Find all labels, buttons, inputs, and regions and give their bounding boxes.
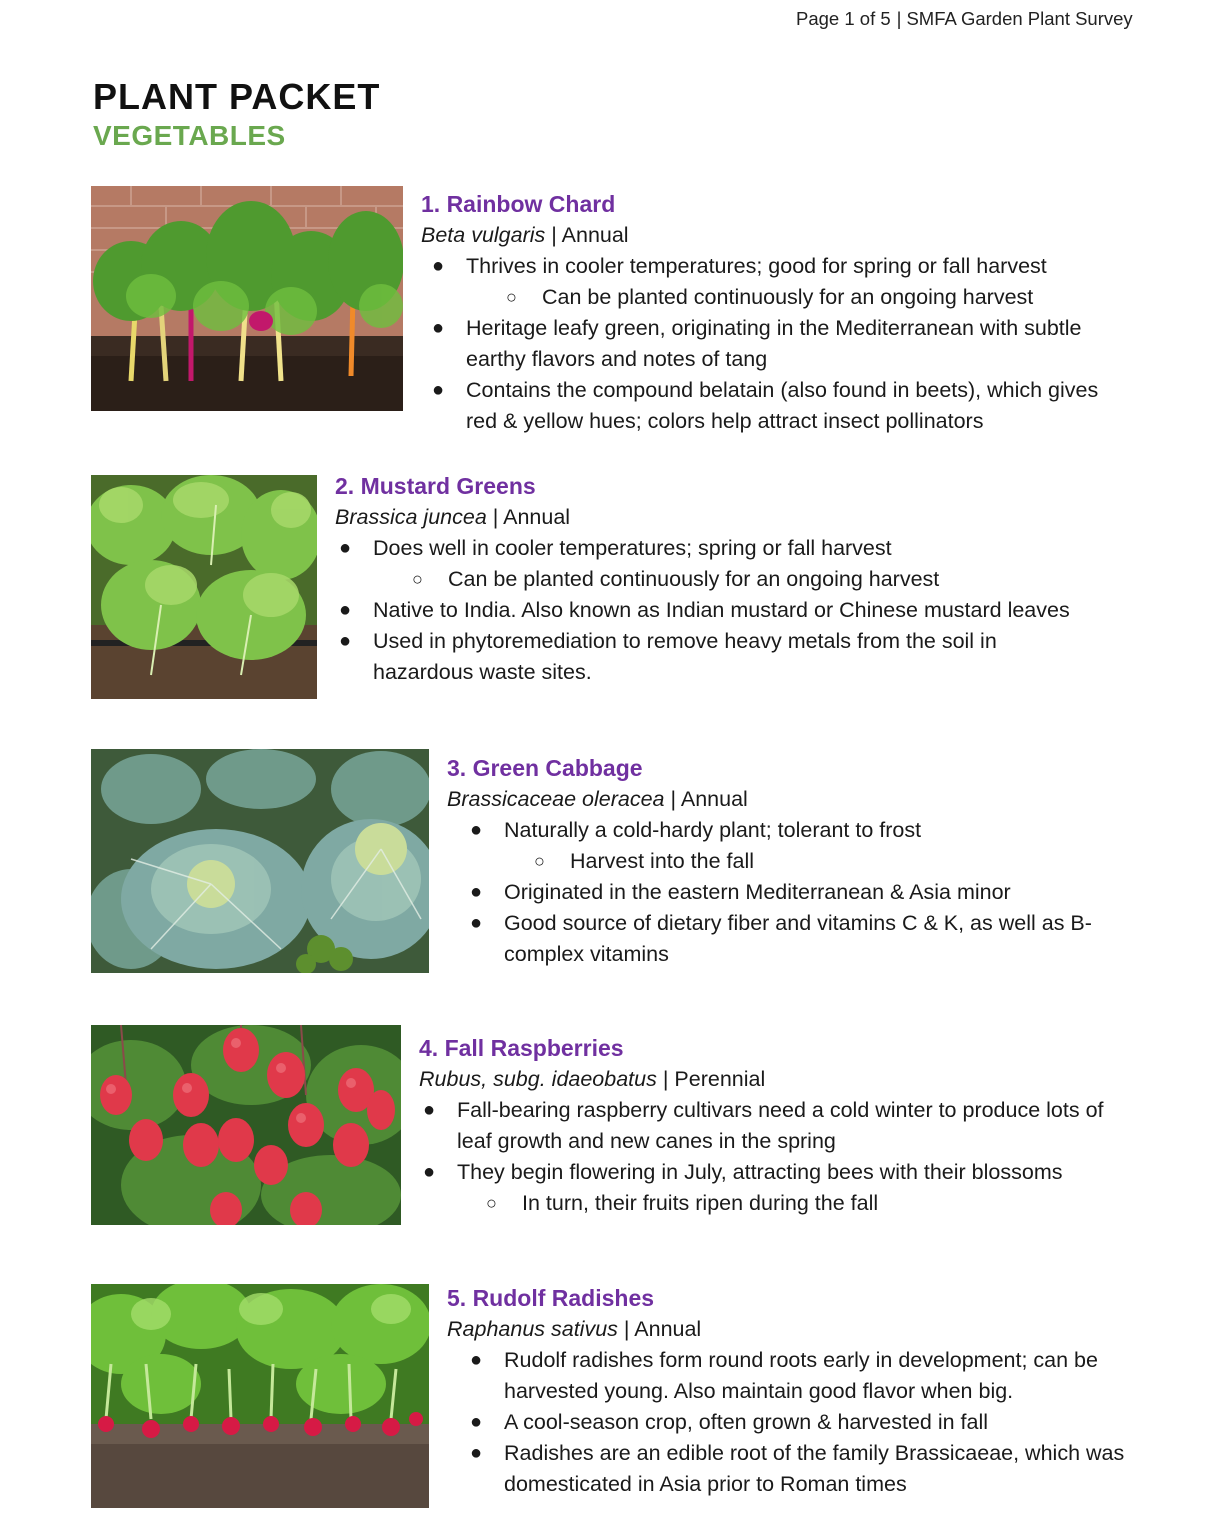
circle-bullet-icon: ○ <box>506 287 517 307</box>
survey-title: SMFA Garden Plant Survey <box>906 8 1133 29</box>
scientific-name: Raphanus sativus <box>447 1317 618 1341</box>
bullet-icon: ● <box>470 1411 483 1433</box>
bullet-icon: ● <box>423 1161 436 1183</box>
page-title: PLANT PACKET <box>93 76 381 117</box>
plant-lifecycle: | Annual <box>486 505 571 529</box>
bullet-icon: ● <box>339 537 352 559</box>
fact-item: ● Heritage leafy green, originating in the Mediterranean with subtle earthy flavors and notes of tang <box>466 313 1126 375</box>
fact-item: ● Does well in cooler temperatures; spring or fall harvest <box>373 533 1163 564</box>
green-cabbage-photo <box>91 749 429 973</box>
fact-item: ● Used in phytoremediation to remove heavy metals from the soil in hazardous waste sites. <box>373 626 1093 688</box>
page-subtitle: VEGETABLES <box>93 120 286 151</box>
header-divider: | <box>896 8 902 29</box>
circle-bullet-icon: ○ <box>486 1193 497 1213</box>
plant-name: 2. Mustard Greens <box>335 473 536 499</box>
sub-fact-item: ○ In turn, their fruits ripen during the fall <box>522 1188 1157 1219</box>
fact-item: ● Native to India. Also known as Indian mustard or Chinese mustard leaves <box>373 595 1163 626</box>
page-header <box>796 8 1133 30</box>
sub-fact-item: ○ Can be planted continuously for an ongoing harvest <box>542 282 1126 313</box>
scientific-name: Rubus, subg. idaeobatus <box>419 1067 657 1091</box>
bullet-icon: ● <box>470 881 483 903</box>
plant-name: 4. Fall Raspberries <box>419 1035 624 1061</box>
bullet-icon: ● <box>470 912 483 934</box>
scientific-name-line <box>419 1064 1149 1095</box>
rudolf-radishes-text <box>447 1283 1147 1500</box>
fact-list <box>470 815 1144 970</box>
bullet-icon: ● <box>432 317 445 339</box>
rainbow-chard-text <box>421 189 1141 437</box>
plant-name: 5. Rudolf Radishes <box>447 1285 655 1311</box>
bullet-icon: ● <box>339 599 352 621</box>
green-cabbage-text <box>447 753 1147 970</box>
sub-fact-item: ○ Harvest into the fall <box>570 846 1144 877</box>
circle-bullet-icon: ○ <box>412 569 423 589</box>
fact-item: ● Contains the compound belatain (also found in beets), which gives red & yellow hues; colors help attract insect pollinators <box>466 375 1126 437</box>
fact-item: ● Originated in the eastern Mediterranean & Asia minor <box>504 877 1144 908</box>
bullet-icon: ● <box>470 1442 483 1464</box>
scientific-name: Brassica juncea <box>335 505 487 529</box>
plant-lifecycle: | Annual <box>664 787 748 811</box>
fact-list <box>423 1095 1157 1219</box>
rudolf-radishes-photo <box>91 1284 429 1508</box>
scientific-name-line <box>447 784 1147 815</box>
fact-list <box>470 1345 1140 1500</box>
fact-item: ● A cool-season crop, often grown & harvested in fall <box>504 1407 1140 1438</box>
page-number: Page 1 of 5 <box>796 8 891 29</box>
fact-item: ● Radishes are an edible root of the family Brassicaeae, which was domesticated in Asia prior to Roman times <box>504 1438 1140 1500</box>
sub-fact-item: ○ Can be planted continuously for an ongoing harvest <box>448 564 1163 595</box>
scientific-name: Beta vulgaris <box>421 223 546 247</box>
rainbow-chard-photo <box>91 186 403 411</box>
plant-lifecycle: | Annual <box>617 1317 702 1341</box>
fact-list <box>432 251 1126 437</box>
bullet-icon: ● <box>432 379 445 401</box>
scientific-name-line <box>335 502 1155 533</box>
fact-list <box>339 533 1163 688</box>
plant-name: 1. Rainbow Chard <box>421 191 616 217</box>
scientific-name-line <box>447 1314 1147 1345</box>
bullet-icon: ● <box>470 819 483 841</box>
scientific-name-line <box>421 220 1141 251</box>
fact-item: ● Naturally a cold-hardy plant; tolerant to frost <box>504 815 1144 846</box>
plant-lifecycle: | Annual <box>545 223 629 247</box>
fall-raspberries-photo <box>91 1025 401 1225</box>
fact-item: ● They begin flowering in July, attracting bees with their blossoms <box>457 1157 1157 1188</box>
fact-item: ● Thrives in cooler temperatures; good for spring or fall harvest <box>466 251 1126 282</box>
bullet-icon: ● <box>423 1099 436 1121</box>
bullet-icon: ● <box>470 1349 483 1371</box>
mustard-greens-text <box>335 471 1155 688</box>
circle-bullet-icon: ○ <box>534 851 545 871</box>
fact-item: ● Rudolf radishes form round roots early in development; can be harvested young. Also maintain good flavor when big. <box>504 1345 1140 1407</box>
plant-name: 3. Green Cabbage <box>447 755 643 781</box>
fact-item: ● Good source of dietary fiber and vitamins C & K, as well as B-complex vitamins <box>504 908 1144 970</box>
scientific-name: Brassicaceae oleracea <box>447 787 665 811</box>
fact-item: ● Fall-bearing raspberry cultivars need a cold winter to produce lots of leaf growth and new canes in the spring <box>457 1095 1112 1157</box>
fall-raspberries-text <box>419 1033 1149 1219</box>
plant-lifecycle: | Perennial <box>656 1067 766 1091</box>
bullet-icon: ● <box>432 255 445 277</box>
mustard-greens-photo <box>91 475 317 699</box>
bullet-icon: ● <box>339 630 352 652</box>
